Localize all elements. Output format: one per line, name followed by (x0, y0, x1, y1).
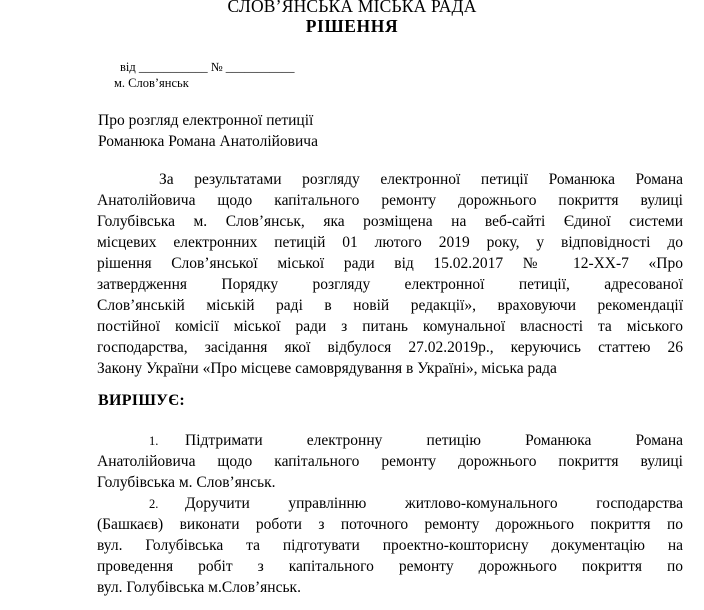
item-line: проведення робіт з капітального ремонту дорожнього покриття по (97, 558, 683, 575)
paragraph-line: постійної комісії міської ради з питань комунальної власності та міського (97, 318, 683, 335)
paragraph-line: рішення Слов’янської міської ради від 15.02.2017 № 12-ХХ-7 «Про (97, 255, 683, 272)
item-line: вул. Голубівська та підготувати проектно-кошторисну документацію на (97, 537, 683, 554)
item-first-line (97, 430, 683, 451)
item-line: Голубівська м. Слов’янськ. (97, 474, 276, 491)
item-text: Доручити управлінню житлово-комунального господарства (185, 495, 683, 512)
item-first-line (97, 493, 683, 514)
paragraph-line: місцевих електронних петицій 01 лютого 2019 року, у відповідності до (97, 234, 683, 251)
item-text: Підтримати електронну петицію Романюка Романа (185, 432, 683, 449)
paragraph-line: За результатами розгляду електронної петиції Романюка Романа (159, 171, 683, 188)
item-number: 2. (149, 497, 159, 511)
decision-title: РІШЕННЯ (305, 16, 399, 36)
paragraph-line: Слов’янській міській раді в новій редакції», враховуючи рекомендації (97, 297, 683, 314)
subject-line: Романюка Романа Анатолійовича (98, 133, 318, 150)
item-line: (Башкаєв) виконати роботи з поточного ремонту дорожнього покриття по (97, 516, 683, 533)
paragraph-line: Закону України «Про місцеве самоврядування в Україні», міська рада (97, 360, 557, 377)
decision-subject (98, 110, 318, 152)
council-name: СЛОВ’ЯНСЬКА МІСЬКА РАДА (227, 0, 477, 16)
resolution-items (97, 430, 683, 598)
item-number: 1. (149, 434, 159, 448)
paragraph-line: Голубівська м. Слов’янськ, яка розміщена на веб-сайті Єдиної системи (97, 213, 683, 230)
resolution-item (97, 493, 683, 598)
item-line: Анатолійовича щодо капітального ремонту дорожнього покриття вулиці (97, 453, 683, 470)
date-number-line: від ___________ № ___________ (120, 60, 295, 74)
resolves-heading: ВИРІШУЄ: (98, 392, 186, 409)
preamble-paragraph (97, 169, 683, 379)
resolution-item (97, 430, 683, 493)
paragraph-line: господарства, засідання якої відбулося 27.02.2019р., керуючись статтею 26 (97, 339, 683, 356)
paragraph-line: Анатолійовича щодо капітального ремонту дорожнього покриття вулиці (97, 192, 683, 209)
item-line: вул. Голубівська м.Слов’янськ. (97, 579, 301, 596)
subject-line: Про розгляд електронної петиції (98, 112, 314, 129)
paragraph-line: затвердження Порядку розгляду електронної петиції, адресованої (97, 276, 683, 293)
city-name: м. Слов’янськ (114, 76, 189, 90)
